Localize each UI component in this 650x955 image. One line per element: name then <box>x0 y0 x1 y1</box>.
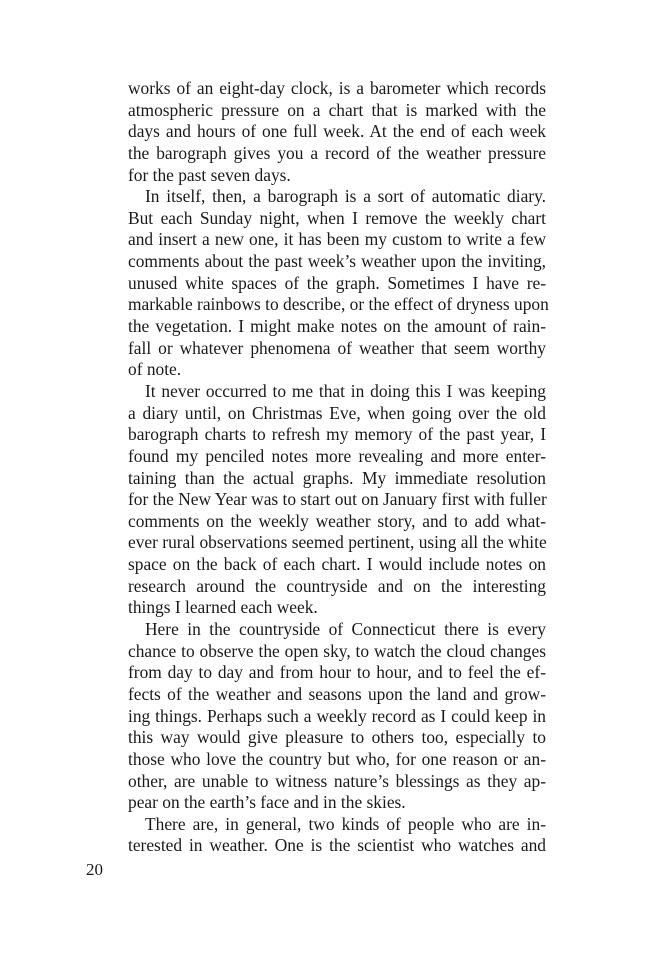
text-line: of note. <box>128 359 182 380</box>
text-line: Here in the countryside of Connecticut there is every <box>145 619 546 640</box>
text-line: fall or whatever phenomena of weather that seem worthy <box>128 337 546 358</box>
text-line: ing things. Perhaps such a weekly record as I could keep in <box>128 705 546 726</box>
text-line: In itself, then, a barograph is a sort of automatic diary. <box>145 186 546 207</box>
text-line: markable rainbows to describe, or the effect of dryness upon <box>128 294 549 315</box>
body-text <box>128 78 549 857</box>
text-line: fects of the weather and seasons upon the land and grow- <box>128 683 546 704</box>
text-line: for the New Year was to start out on January first with fuller <box>128 489 547 510</box>
text-line: There are, in general, two kinds of people who are in- <box>145 813 546 834</box>
text-line: pear on the earth’s face and in the skies. <box>128 792 406 813</box>
text-line: It never occurred to me that in doing this I was keeping <box>145 380 546 401</box>
text-line: those who love the country but who, for one reason or an- <box>128 748 546 769</box>
text-line: But each Sunday night, when I remove the weekly chart <box>128 207 546 228</box>
text-line: terested in weather. One is the scientist who watches and <box>128 835 546 856</box>
text-line: ever rural observations seemed pertinent, using all the white <box>128 532 547 553</box>
text-line: days and hours of one full week. At the end of each week <box>128 121 546 142</box>
text-line: the barograph gives you a record of the weather pressure <box>128 142 546 163</box>
text-line: space on the back of each chart. I would include notes on <box>128 554 546 575</box>
text-line: found my penciled notes more revealing and more enter- <box>128 445 546 466</box>
text-line: barograph charts to refresh my memory of the past year, I <box>128 424 546 445</box>
text-line: comments on the weekly weather story, and to add what- <box>128 510 546 531</box>
text-line: a diary until, on Christmas Eve, when going over the old <box>128 402 546 423</box>
text-line: comments about the past week’s weather upon the inviting, <box>128 251 546 272</box>
text-line: taining than the actual graphs. My immediate resolution <box>128 467 546 488</box>
text-line: the vegetation. I might make notes on the amount of rain- <box>128 316 546 337</box>
text-line: chance to observe the open sky, to watch the cloud changes <box>128 640 546 661</box>
page-number: 20 <box>86 860 103 879</box>
text-line: and insert a new one, it has been my custom to write a few <box>128 229 546 250</box>
text-line: research around the countryside and on the interesting <box>128 575 546 596</box>
text-line: other, are unable to witness nature’s blessings as they ap- <box>128 770 546 791</box>
text-line: things I learned each week. <box>128 597 318 618</box>
text-line: atmospheric pressure on a chart that is marked with the <box>128 99 546 120</box>
text-line: this way would give pleasure to others too, especially to <box>128 727 546 748</box>
text-line: works of an eight-day clock, is a barometer which records <box>128 78 546 98</box>
text-line: unused white spaces of the graph. Sometimes I have re- <box>128 272 546 293</box>
text-line: for the past seven days. <box>128 164 291 185</box>
text-line: from day to day and from hour to hour, and to feel the ef- <box>128 662 546 683</box>
